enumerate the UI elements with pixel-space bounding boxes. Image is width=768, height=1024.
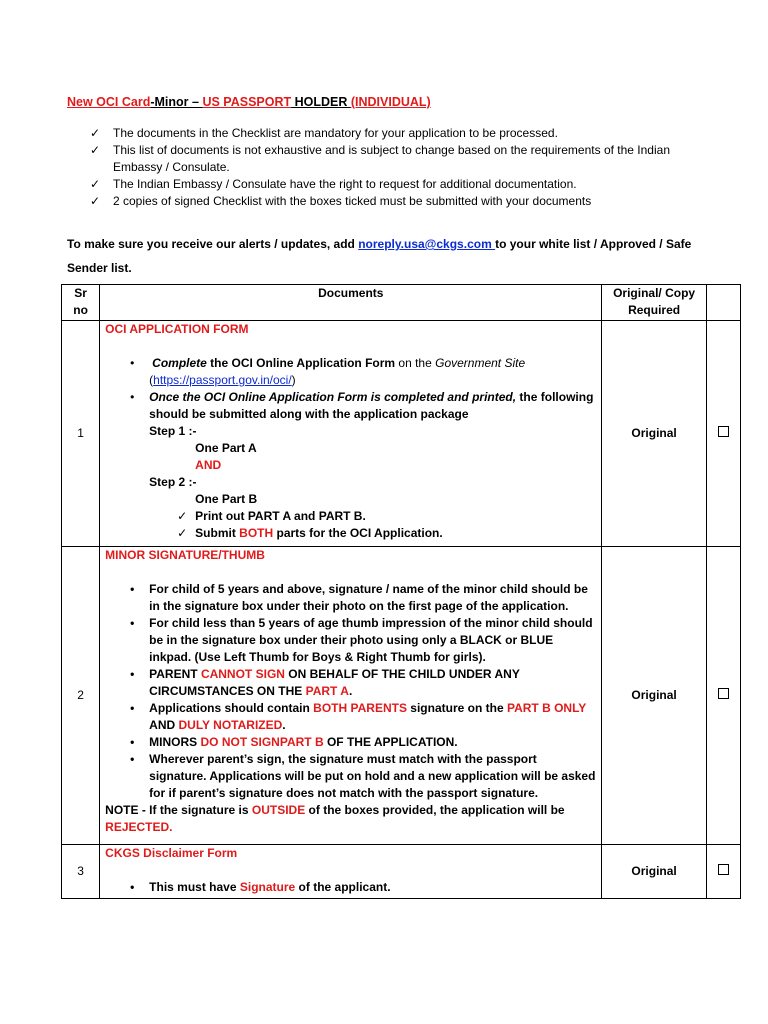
checkmark-icon: ✓ [90,126,101,140]
text-once-completed: Once the OCI Online Application Form is completed and printed, [149,390,517,404]
title-part-3: US PASSPORT [202,95,292,109]
checklist-item [90,142,690,176]
row-documents [100,547,602,845]
text-government-site: Government Site [435,356,526,370]
print-instruction: Print out PART A and PART B. [195,509,366,523]
table-row [62,321,741,547]
required-value: Original [631,688,677,702]
parts-text: parts for the OCI Application. [273,526,443,540]
header-original-copy [602,285,706,321]
title-part-5: (INDIVIDUAL) [350,95,431,109]
part-a-label: One Part A [195,441,257,455]
applications-text: Applications should contain [149,701,314,715]
list-item [105,355,596,389]
and-text: AND [149,718,179,732]
text-following: the following should be submitted along with the application package [149,390,594,421]
bullet-icon: • [130,356,135,370]
section-title: MINOR SIGNATURE/THUMB [105,548,265,562]
note-text-a: - If the signature is [138,803,252,817]
bullet-icon: • [130,390,135,404]
page-title [67,95,431,109]
checklist-item [90,176,690,193]
table-row [62,845,741,899]
section-title: CKGS Disclaimer Form [105,846,238,860]
list-item [105,615,596,666]
text-on-the: on the [395,356,436,370]
passport-link[interactable]: https://passport.gov.in/oci/ [153,373,292,387]
checklist-item [90,125,690,142]
paren-close: ) [291,373,296,387]
alert-notice [67,232,707,280]
bullet-icon: • [130,752,135,766]
table-header-row [62,285,741,321]
checkmark-icon: ✓ [177,509,188,523]
checkmark-icon: ✓ [90,194,101,208]
behalf-text: ON BEHALF OF THE CHILD UNDER ANY CIRCUMSTANCES ON THE [149,667,520,698]
required-value: Original [631,426,677,440]
must-have-text: This must have [149,880,240,894]
header-documents [100,285,602,321]
signature-on-text: signature on the [406,701,507,715]
row-checkbox-cell [706,321,740,547]
checklist-item-text: The Indian Embassy / Consulate have the right to request for additional documentation. [113,177,577,191]
checkbox-icon[interactable] [718,426,729,437]
list-item [105,525,596,542]
row-required [602,547,706,845]
header-checkbox-col [706,285,740,321]
bullet-icon: • [130,616,135,630]
row-documents [100,845,602,899]
note-text [105,802,596,836]
step-1-label: Step 1 :- [149,424,197,438]
bullet-icon: • [130,582,135,596]
parent-sign-match-text: Wherever parent’s sign, the signature must match with the passport signature. Applications will be put on hold and a new application will be asked for if parent’s signature does not match with the passport signature. [149,752,596,800]
alert-text-before: To make sure you receive our alerts / updates, add [67,237,359,251]
header-sr-label: Sr no [73,286,88,317]
paren-open: ( [149,373,154,387]
email-link[interactable]: noreply.usa@ckgs.com [358,237,496,251]
text-oci-online: the OCI Online Application Form [206,356,396,370]
checklist-item [90,193,690,210]
list-item [105,666,596,700]
list-item [105,879,596,896]
outside-text: OUTSIDE [251,803,306,817]
mandatory-checklist [90,125,690,210]
table-row [62,547,741,845]
cannot-sign-text: CANNOT SIGN [200,667,285,681]
step-2-label: Step 2 :- [149,475,197,489]
title-part-2: -Minor – [150,95,203,109]
list-item [105,751,596,802]
and-label: AND [195,458,222,472]
rejected-text: REJECTED. [105,820,173,834]
child-under-5-text: For child less than 5 years of age thumb impression of the minor child should be in the signature box under their photo using only a BLACK or BLUE inkpad. (Use Left Thumb for Boys & Right Thumb for girls). [149,616,593,664]
checklist-item-text: The documents in the Checklist are mandatory for your application to be processed. [113,126,558,140]
checkmark-icon: ✓ [90,143,101,157]
row-sr-no [62,321,100,547]
row-checkbox-cell [706,845,740,899]
row-sr-no [62,845,100,899]
both-text: BOTH [239,526,274,540]
title-part-1: New OCI Card [67,95,151,109]
bullet-icon: • [130,735,135,749]
child-5-above-text: For child of 5 years and above, signature / name of the minor child should be in the signature box under their photo on the first page of the application. [149,582,588,613]
list-item [105,581,596,615]
checklist-item-text: This list of documents is not exhaustive and is subject to change based on the requirements of the Indian Embassy / Consulate. [113,143,670,174]
of-applicant-text: of the applicant. [295,880,391,894]
part-b-label: One Part B [195,492,258,506]
list-item [105,700,596,734]
parent-text: PARENT [149,667,201,681]
checklist-item-text: 2 copies of signed Checklist with the boxes ticked must be submitted with your documents [113,194,592,208]
of-application-text: OF THE APPLICATION. [323,735,458,749]
submit-text: Submit [195,526,240,540]
title-part-4: HOLDER [291,95,351,109]
required-value: Original [631,864,677,878]
header-sr-no [62,285,100,321]
minors-text: MINORS [149,735,201,749]
note-text-b: of the boxes provided, the application will be [305,803,565,817]
header-original-label: Original/ Copy Required [613,286,696,317]
period-text: . [348,684,353,698]
list-item [105,389,596,423]
part-b-only-text: PART B ONLY [506,701,587,715]
text-complete: Complete [152,356,207,370]
section-title: OCI APPLICATION FORM [105,322,249,336]
row-sr-value: 1 [77,426,84,440]
checkmark-icon: ✓ [177,526,188,540]
header-documents-label: Documents [318,286,384,300]
list-item [105,734,596,751]
bullet-icon: • [130,701,135,715]
checkbox-icon[interactable] [718,864,729,875]
list-item [105,508,596,525]
both-parents-text: BOTH PARENTS [313,701,407,715]
row-documents [100,321,602,547]
bullet-icon: • [130,880,135,894]
row-sr-value: 3 [77,864,84,878]
row-checkbox-cell [706,547,740,845]
duly-notarized-text: DULY NOTARIZED [178,718,283,732]
checkbox-icon[interactable] [718,688,729,699]
checkmark-icon: ✓ [90,177,101,191]
row-sr-no [62,547,100,845]
row-sr-value: 2 [77,688,84,702]
bullet-icon: • [130,667,135,681]
part-a-text: PART A [305,684,349,698]
documents-table [61,284,741,899]
signature-text: Signature [239,880,296,894]
do-not-sign-text: DO NOT SIGNPART B [200,735,324,749]
alert-text-after: to your white list / Approved / Safe Sender list. [67,237,692,275]
row-required [602,321,706,547]
period-text: . [282,718,286,732]
note-label: NOTE [105,803,139,817]
row-required [602,845,706,899]
